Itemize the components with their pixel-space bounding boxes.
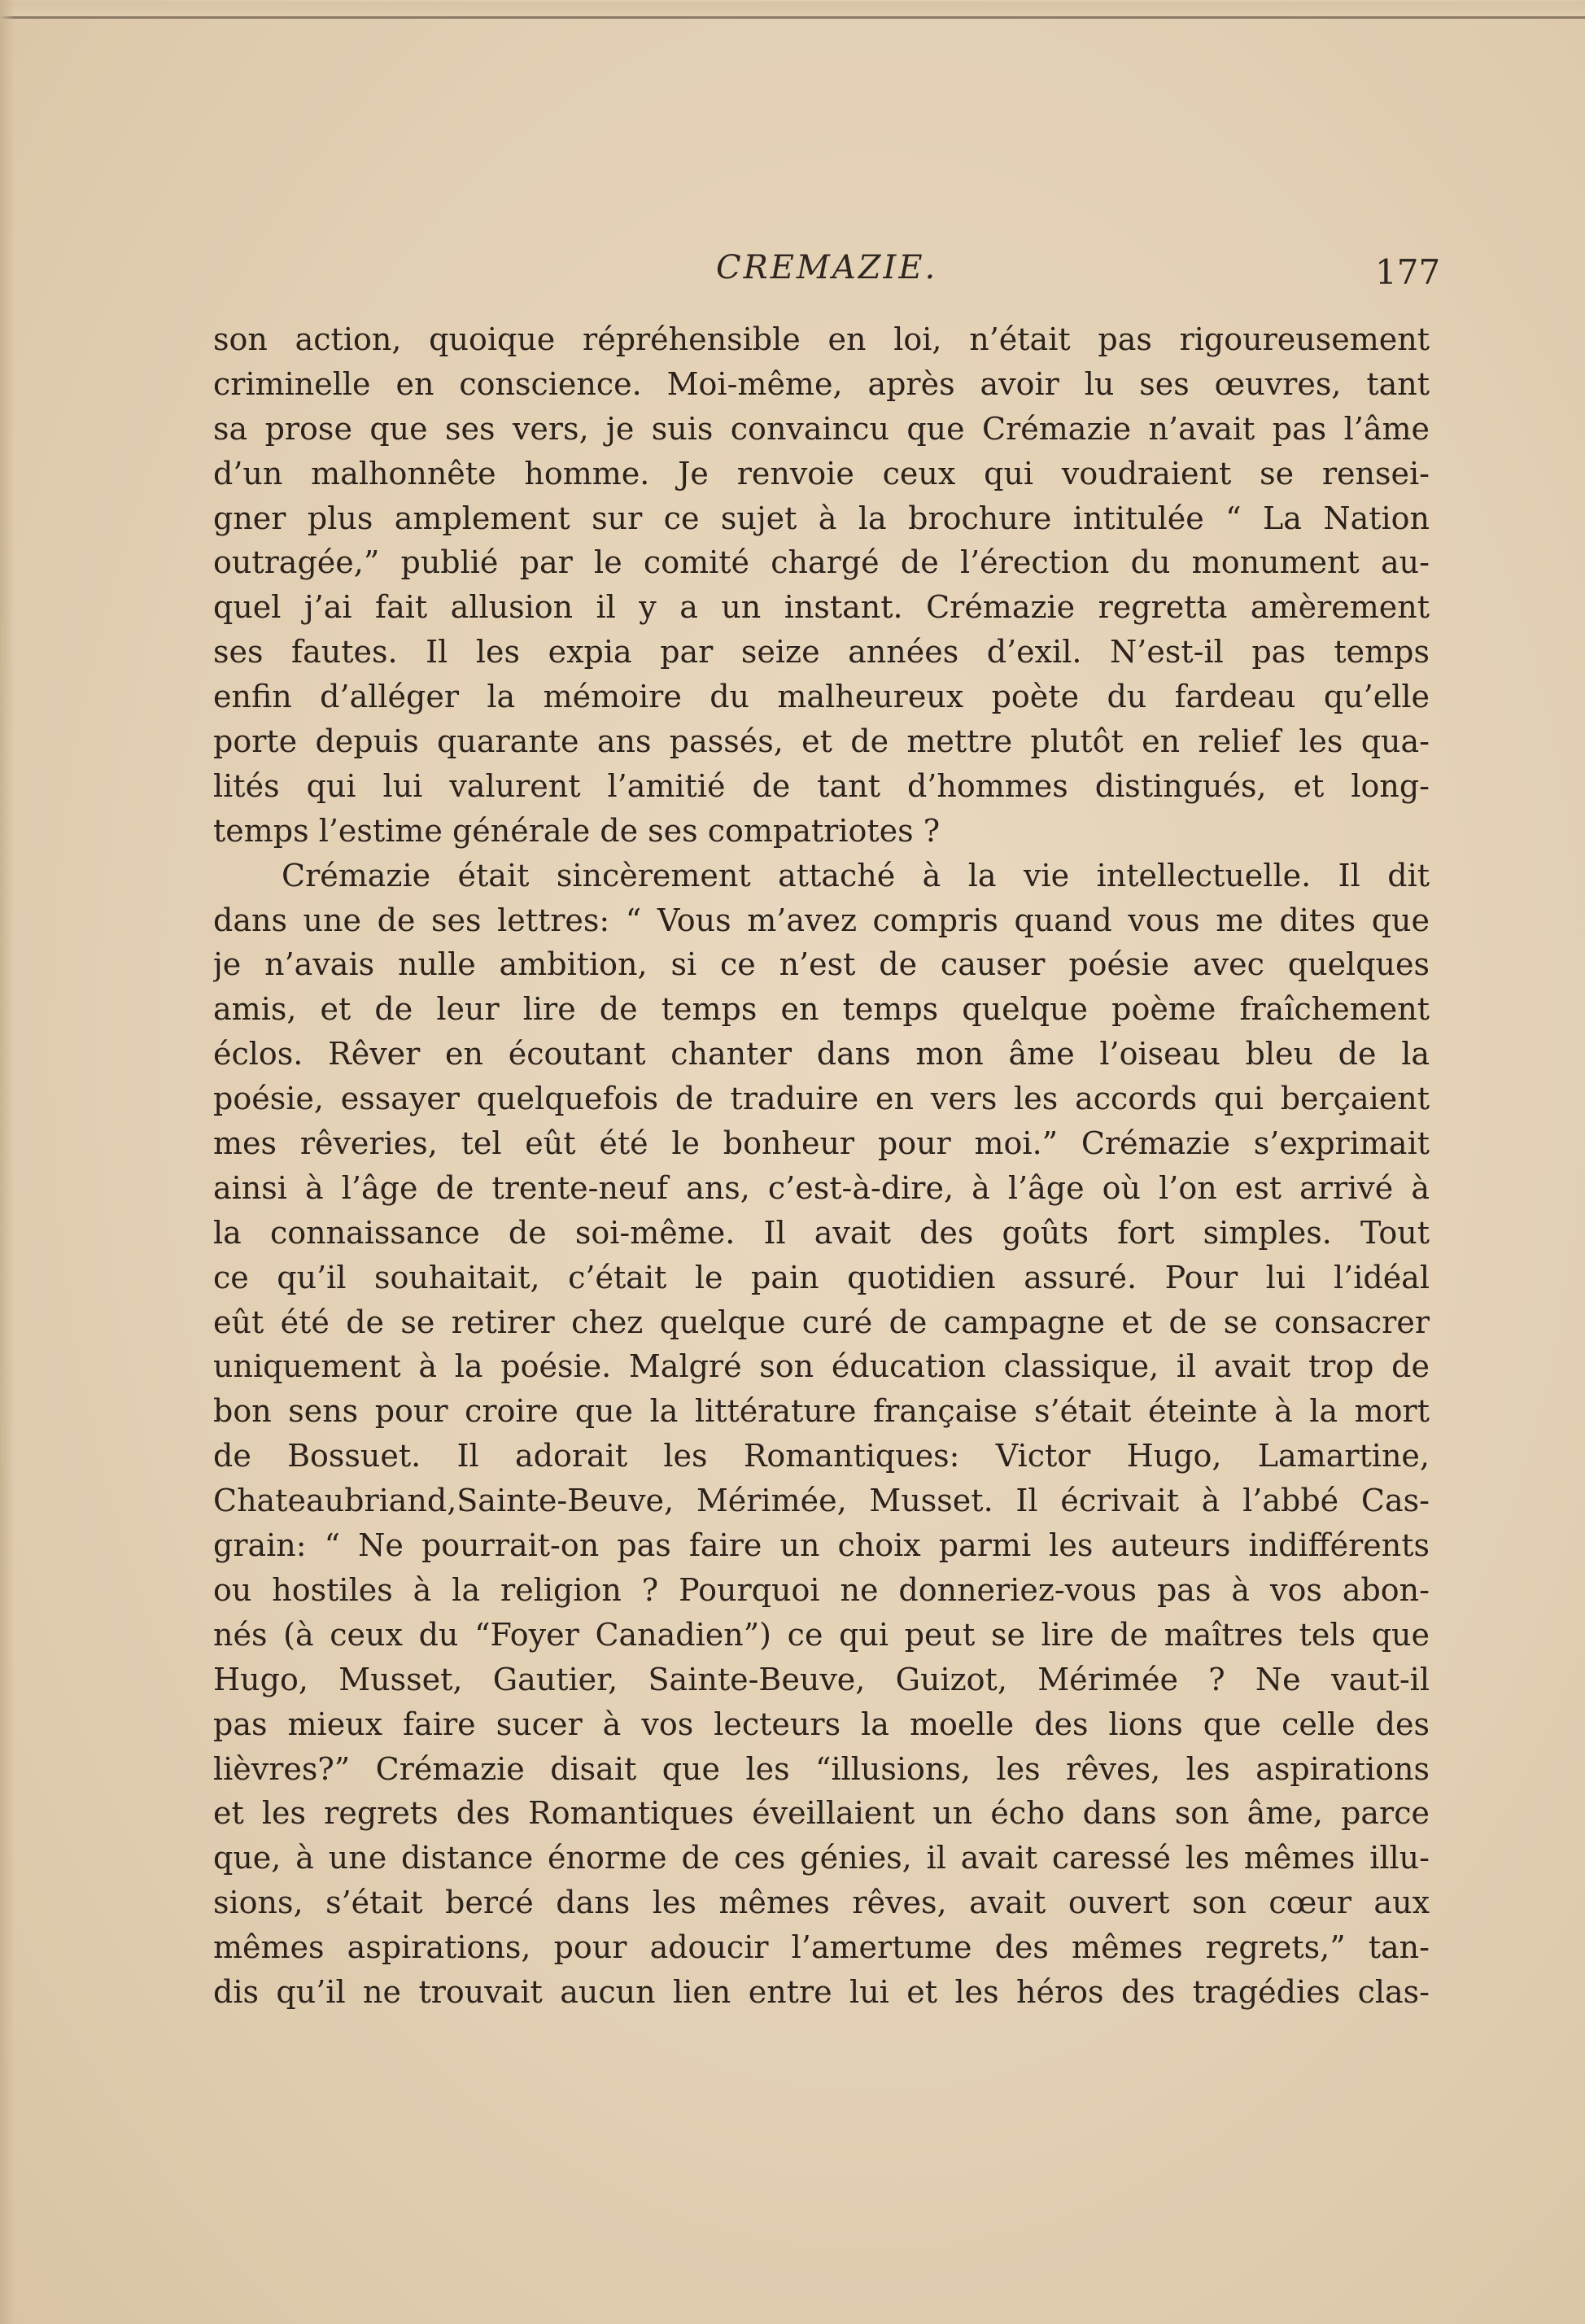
text-line: pas mieux faire sucer à vos lecteurs la moelle des lions que celle des xyxy=(213,1706,1430,1742)
text-line: quel j’ai fait allusion il y a un instant. Crémazie regretta amèrement xyxy=(213,589,1430,626)
text-line: lités qui lui valurent l’amitié de tant d’hommes distingués, et long- xyxy=(213,767,1430,804)
text-line: uniquement à la poésie. Malgré son éducation classique, il avait trop de xyxy=(213,1348,1430,1385)
text-line: son action, quoique répréhensible en loi, n’était pas rigoureusement xyxy=(213,321,1430,357)
paragraph-start-line: Crémazie était sincèrement attaché à la vie intellectuelle. Il dit xyxy=(282,857,1430,893)
top-page-edge xyxy=(0,2,1585,19)
text-line: d’un malhonnête homme. Je renvoie ceux qui voudraient se rensei- xyxy=(213,455,1430,491)
text-line: dans une de ses lettres: “ Vous m’avez compris quand vous me dites que xyxy=(213,902,1430,938)
text-line: poésie, essayer quelquefois de traduire en vers les accords qui berçaient xyxy=(213,1081,1430,1117)
text-line: ses fautes. Il les expia par seize années d’exil. N’est-il pas temps xyxy=(213,634,1430,671)
text-line: et les regrets des Romantiques éveillaient un écho dans son âme, parce xyxy=(213,1795,1430,1832)
text-line: ce qu’il souhaitait, c’était le pain quotidien assuré. Pour lui l’idéal xyxy=(213,1259,1430,1295)
text-line: ainsi à l’âge de trente-neuf ans, c’est-à-dire, à l’âge où l’on est arrivé à xyxy=(213,1169,1430,1206)
text-line: dis qu’il ne trouvait aucun lien entre lui et les héros des tragédies clas- xyxy=(213,1973,1430,2010)
text-line: sa prose que ses vers, je suis convaincu que Crémazie n’avait pas l’âme xyxy=(213,410,1430,447)
text-line: mes rêveries, tel eût été le bonheur pour moi.” Crémazie s’exprimait xyxy=(213,1125,1430,1162)
paragraph-end-line: temps l’estime générale de ses compatriotes ? xyxy=(213,812,941,849)
text-line: eût été de se retirer chez quelque curé de campagne et de se consacrer xyxy=(213,1304,1430,1340)
text-line: grain: “ Ne pourrait-on pas faire un choix parmi les auteurs indifférents xyxy=(213,1527,1430,1564)
text-line: ou hostiles à la religion ? Pourquoi ne donneriez-vous pas à vos abon- xyxy=(213,1571,1430,1608)
text-line: gner plus amplement sur ce sujet à la brochure intitulée “ La Nation xyxy=(213,500,1430,536)
text-line: amis, et de leur lire de temps en temps quelque poème fraîchement xyxy=(213,991,1430,1028)
text-line: de Bossuet. Il adorait les Romantiques: Victor Hugo, Lamartine, xyxy=(213,1438,1430,1474)
text-line: je n’avais nulle ambition, si ce n’est de causer poésie avec quelques xyxy=(213,946,1430,983)
text-line: éclos. Rêver en écoutant chanter dans mon âme l’oiseau bleu de la xyxy=(213,1036,1430,1072)
text-line: la connaissance de soi-même. Il avait des goûts fort simples. Tout xyxy=(213,1214,1430,1251)
body-text xyxy=(213,317,1430,2075)
text-line: mêmes aspirations, pour adoucir l’amertume des mêmes regrets,” tan- xyxy=(213,1929,1430,1966)
text-line: sions, s’était bercé dans les mêmes rêves, avait ouvert son cœur aux xyxy=(213,1885,1430,1921)
text-line: enfin d’alléger la mémoire du malheureux poète du fardeau qu’elle xyxy=(213,679,1430,715)
binding-shadow xyxy=(0,0,15,2324)
page-number: 177 xyxy=(1375,252,1441,292)
text-line: que, à une distance énorme de ces génies, il avait caressé les mêmes illu- xyxy=(213,1840,1430,1876)
text-line: bon sens pour croire que la littérature française s’était éteinte à la mort xyxy=(213,1393,1430,1430)
text-line: Chateaubriand,Sainte-Beuve, Mérimée, Musset. Il écrivait à l’abbé Cas- xyxy=(213,1483,1430,1519)
text-line: lièvres?” Crémazie disait que les “illusions, les rêves, les aspirations xyxy=(213,1750,1430,1787)
text-line: outragée,” publié par le comité chargé de l’érection du monument au- xyxy=(213,544,1430,581)
running-title: CREMAZIE. xyxy=(716,249,938,286)
text-line: criminelle en conscience. Moi-même, après avoir lu ses œuvres, tant xyxy=(213,365,1430,402)
text-line: nés (à ceux du “Foyer Canadien”) ce qui peut se lire de maîtres tels que xyxy=(213,1616,1430,1653)
text-line: porte depuis quarante ans passés, et de mettre plutôt en relief les qua- xyxy=(213,723,1430,760)
text-line: Hugo, Musset, Gautier, Sainte-Beuve, Guizot, Mérimée ? Ne vaut-il xyxy=(213,1661,1430,1697)
